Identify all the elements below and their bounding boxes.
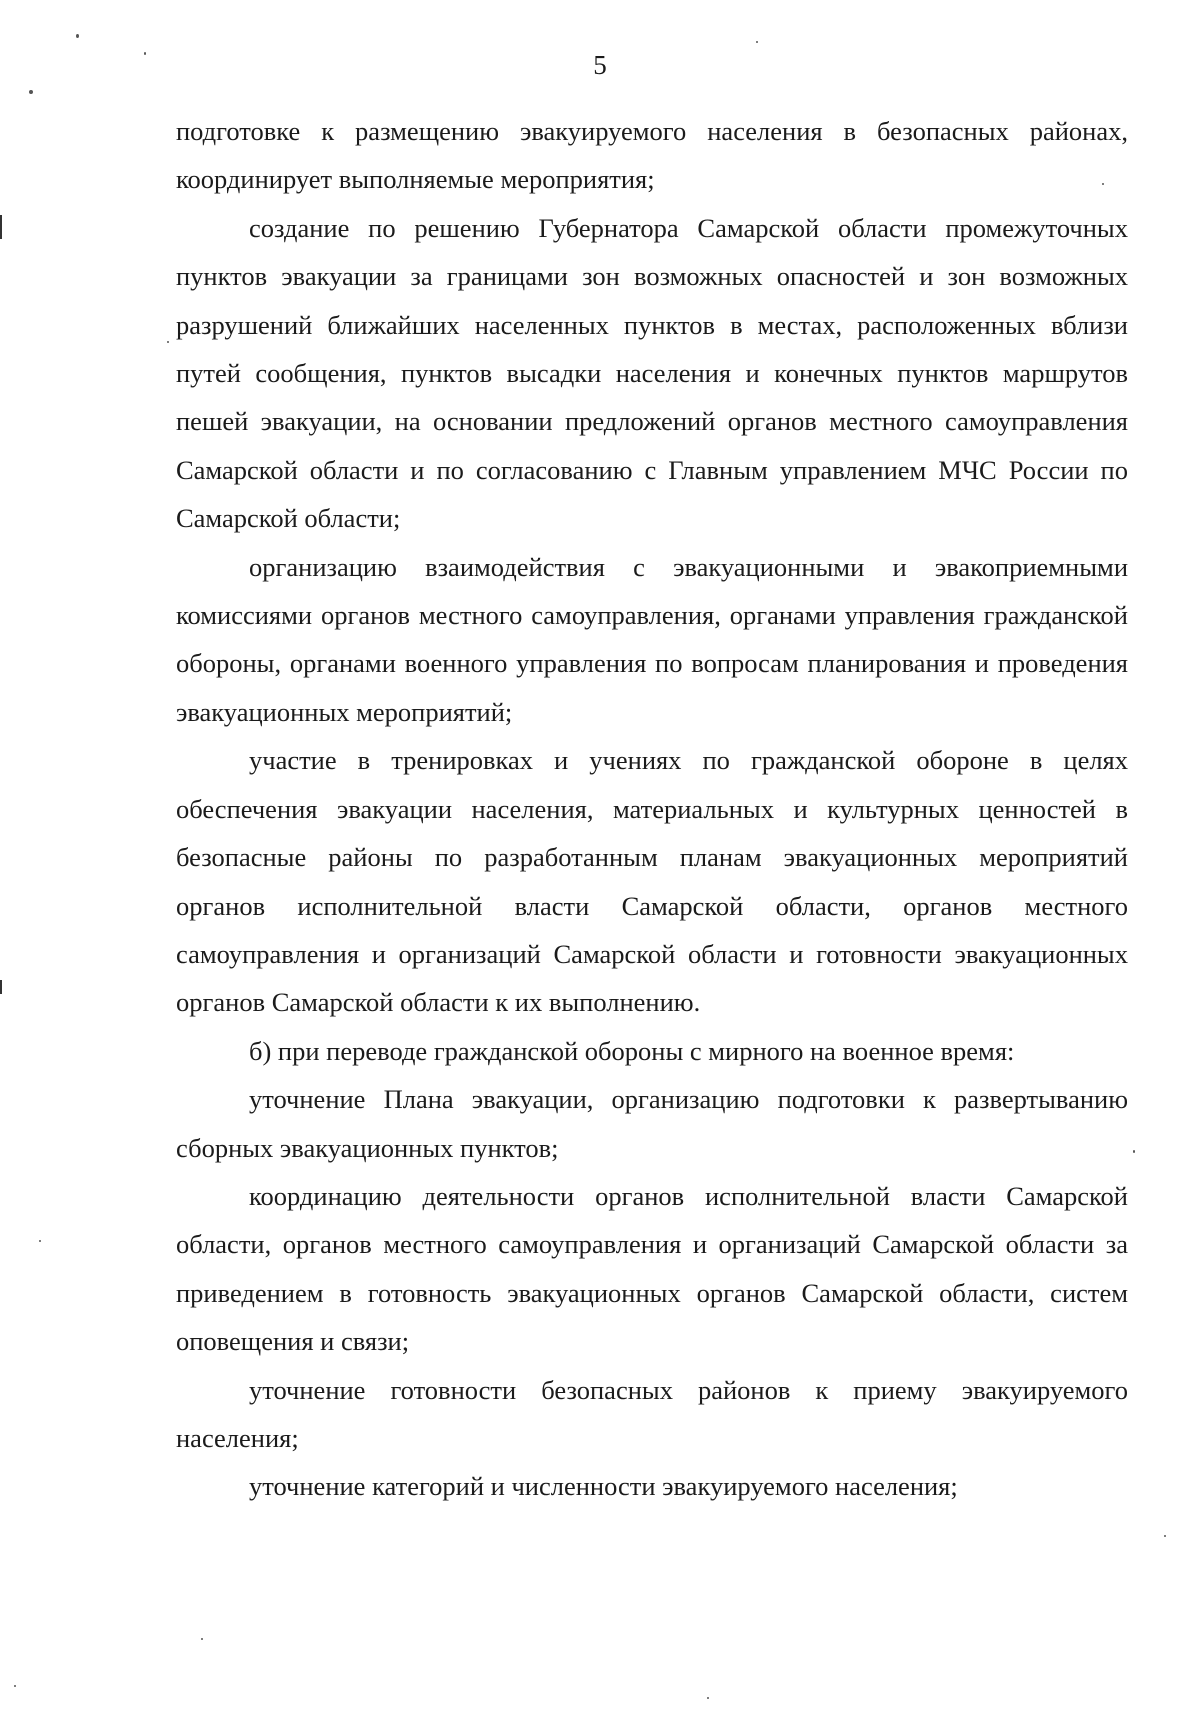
scan-speck — [1133, 1150, 1135, 1153]
scan-speck — [707, 1697, 709, 1699]
scan-speck — [167, 341, 169, 343]
paragraph-section-b-heading: б) при переводе гражданской обороны с мирного на военное время: — [249, 1035, 1015, 1066]
paragraph-intermediate-evacuation-points: создание по решению Губернатора Самарской области промежуточных пунктов эвакуации за границами зон возможных опасностей и зон возможных разрушений ближайших населенных пунктов в местах, расположенных вблизи путей сообщения, пунктов высадки населения и конечных пунктов маршрутов пешей эвакуации, на основании предложений органов местного самоуправления Самарской области и по согласованию с Главным управлением МЧС России по Самарской области; — [176, 212, 1128, 534]
scan-speck — [39, 1240, 41, 1242]
scan-speck — [201, 1638, 203, 1640]
document-body — [176, 107, 1128, 1511]
paragraph-safe-areas-readiness: уточнение готовности безопасных районов к приему эвакуируемого населения; — [176, 1374, 1128, 1453]
paragraph-coordination: координацию деятельности органов исполнительной власти Самарской области, органов местного самоуправления и организаций Самарской области за приведением в готовность эвакуационных органов Самарской области, систем оповещения и связи; — [176, 1180, 1128, 1357]
scan-speck — [1102, 183, 1104, 185]
page-number: 5 — [593, 50, 607, 80]
scan-speck — [76, 34, 79, 38]
scan-speck — [144, 52, 146, 55]
paragraph-interaction-organization: организацию взаимодействия с эвакуационными и эвакоприемными комиссиями органов местного самоуправления, органами управления гражданской обороны, органами военного управления по вопросам планирования и проведения эвакуационных мероприятий; — [176, 551, 1128, 727]
scan-speck — [756, 41, 758, 43]
scan-edge-mark — [0, 980, 2, 994]
paragraph-training-participation: участие в тренировках и учениях по гражданской обороне в целях обеспечения эвакуации населения, материальных и культурных ценностей в безопасные районы по разработанным планам эвакуационных мероприятий органов исполнительной власти Самарской области, органов местного самоуправления и организаций Самарской области и готовности эвакуационных органов Самарской области к их выполнению. — [176, 745, 1128, 1018]
paragraph-population-categories: уточнение категорий и численности эвакуируемого населения; — [249, 1471, 958, 1502]
scan-speck — [29, 90, 33, 94]
scan-speck — [1164, 1535, 1166, 1537]
scan-edge-mark — [0, 215, 2, 239]
scan-speck — [14, 1685, 16, 1687]
paragraph-continuation: подготовке к размещению эвакуируемого населения в безопасных районах, координирует выполняемые мероприятия; — [176, 116, 1128, 195]
paragraph-evacuation-plan-update: уточнение Плана эвакуации, организацию подготовки к развертыванию сборных эвакуационных пунктов; — [176, 1084, 1128, 1163]
